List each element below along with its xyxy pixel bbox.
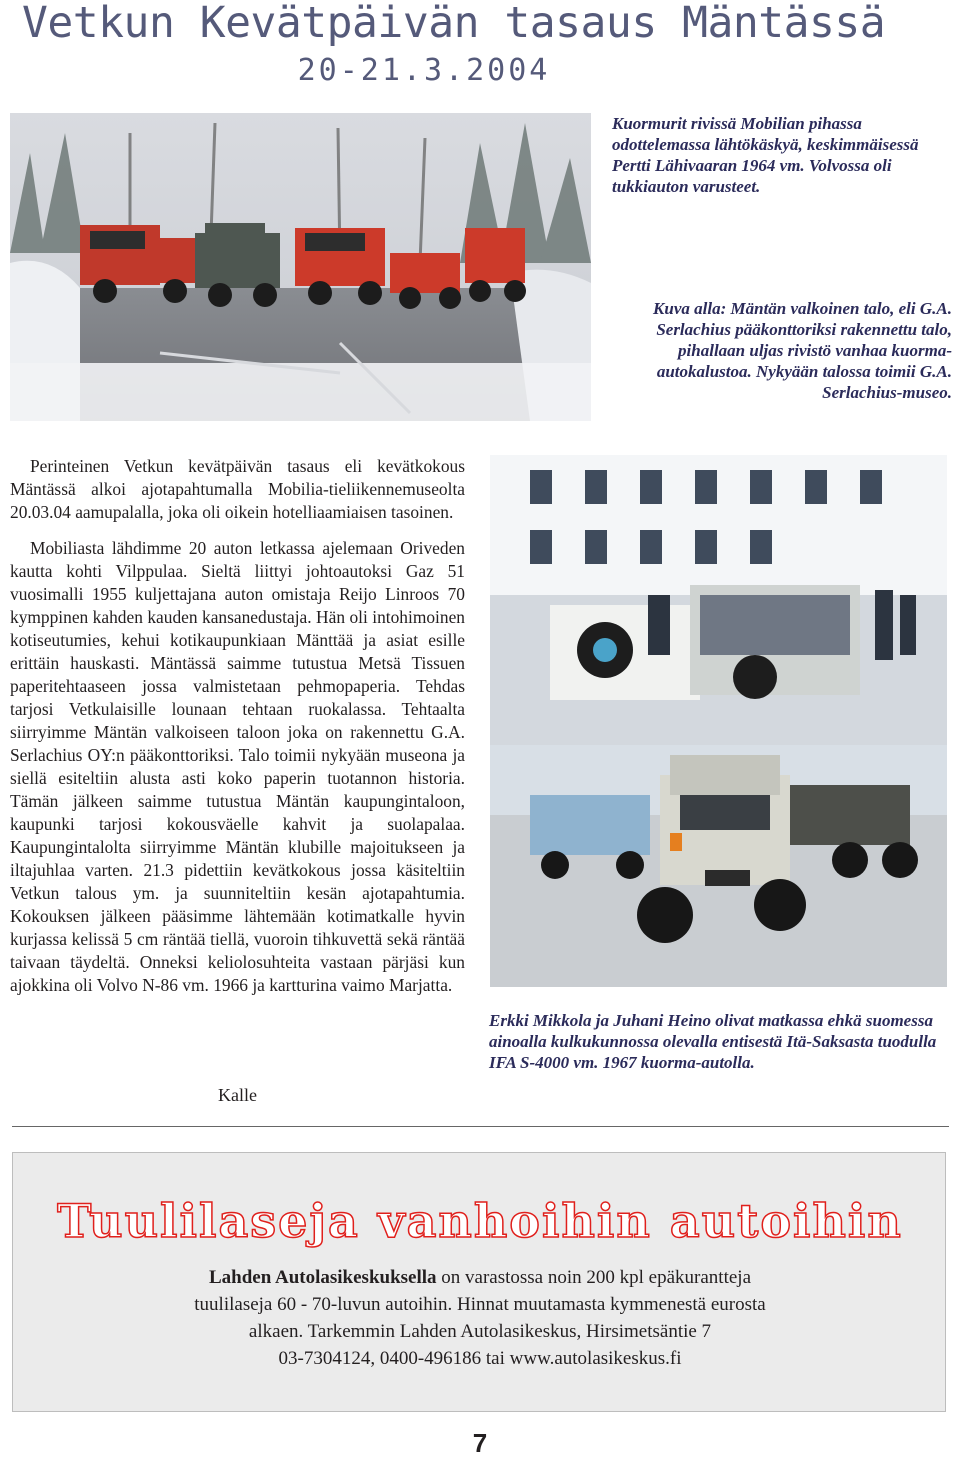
trucks-row-photo [10,113,591,421]
ifa-truck-caption: Erkki Mikkola ja Juhani Heino olivat matkassa ehkä suomessa ainoalla kulkukunnossa olevalla entisestä Itä-Saksasta tuodulla IFA S-4000 vm. 1967 kuorma-autolla. [489,1011,937,1072]
article-paragraph-main: Mobiliasta lähdimme 20 auton letkassa ajelemaan Oriveden kautta kohti Vilppulaa. Sieltä liittyi johtoautoksi Gaz 51 vuosimalli 1955 kuljettajana auton omistaja Reijo Linroos 70 kymppinen kahden kauden kansanedustaja. Hän oli intohimoinen kotiseutumies, kehui kotikaupunkiaan Mänttää ja asiat esille erittäin hauskasti. Mäntässä saimme tutustua Metsä Tissuen paperitehtaaseen jossa valmistetaan pehmopaperia. Tehdas tarjosi Vetkulaisille lounaan tehtaan ruokalassa. Tehtaalta siirryimme Mäntän valkoiseen taloon joka on rakennettu G.A. Serlachius OY:n pääkonttoriksi. Talo toimii nykyään museona ja siellä esiteltiin alusta asti koko paperin tuotannon historia. Tämän jälkeen saimme tutustua Mäntän kaupungintaloon, kaupunki tarjosi kokousväelle kahvit ja suolapalaa. Kaupungintalolta siirryimme Mäntän klubille majoitukseen ja iltajuhlaa varten. 21.3 pidettiin kevätkokous jossa käsiteltiin Vetkun talous ym. ja suunniteltiin kesän ajotapahtumia. Kokouksen jälkeen pääsimme lähtemään kotimatkalle hyvin kurjassa kelissä 5 cm räntää tiellä, vuoroin tihkuvettä sekä räntää taivaan täydeltä. Onneksi keliolosuhteita vastaan pärjäsi kun ajokkina oli Volvo N-86 vm. 1966 ja kartturina vaimo Marjatta. [10,538,465,995]
museum-photo-note: Kuva alla: Mäntän valkoinen talo, eli G.A. Serlachius pääkonttoriksi rakennettu talo, pihallaan uljas rivistö vanhaa kuorma-autokalustoa. Nykyään talossa toimii G.A. Serlachius-museo. [653,299,952,402]
ad-line-2: tuulilaseja 60 - 70-luvun autoihin. Hinnat muutamasta kymmenestä eurosta [194,1294,766,1315]
article-paragraph-intro: Perinteinen Vetkun kevätpäivän tasaus eli kevätkokous Mäntässä alkoi ajotapahtumalla Mobilia-tieliikennemuseolta 20.03.04 aamupalalla, joka oli oikein hotelliaamiaisen tasoinen. [10,456,465,522]
section-divider [12,1126,949,1127]
page-title: Vetkun Kevätpäivän tasaus Mäntässä [22,0,886,48]
ad-headline: Tuulilaseja vanhoihin autoihin [57,1194,903,1248]
ad-company-name: Lahden Autolasikeskuksella [208,1267,437,1288]
white-house-trucks-photo [490,455,947,987]
ad-body [13,1264,947,1372]
ad-line-3: alkaen. Tarkemmin Lahden Autolasikeskus, Hirsimetsäntie 7 [248,1321,712,1342]
event-date: 20-21.3.2004 [297,53,551,88]
ad-contact-line: 03-7304124, 0400-496186 tai www.autolasikeskus.fi [278,1348,682,1369]
white-house-trucks-illustration [490,455,947,987]
trucks-photo-caption: Kuormurit rivissä Mobilian pihassa odottelemassa lähtökäskyä, keskimmäisessä Pertti Lähivaaran 1964 vm. Volvossa oli tukkiauton varusteet. [612,114,919,196]
trucks-row-illustration [10,113,591,421]
article-body [10,455,465,997]
article-signature: Kalle [218,1085,257,1105]
ad-line-1 [13,1264,947,1291]
advertisement-box [12,1152,946,1412]
page-number: 7 [472,1428,488,1458]
ad-line-1-rest: on varastossa noin 200 kpl epäkurantteja [436,1267,752,1288]
